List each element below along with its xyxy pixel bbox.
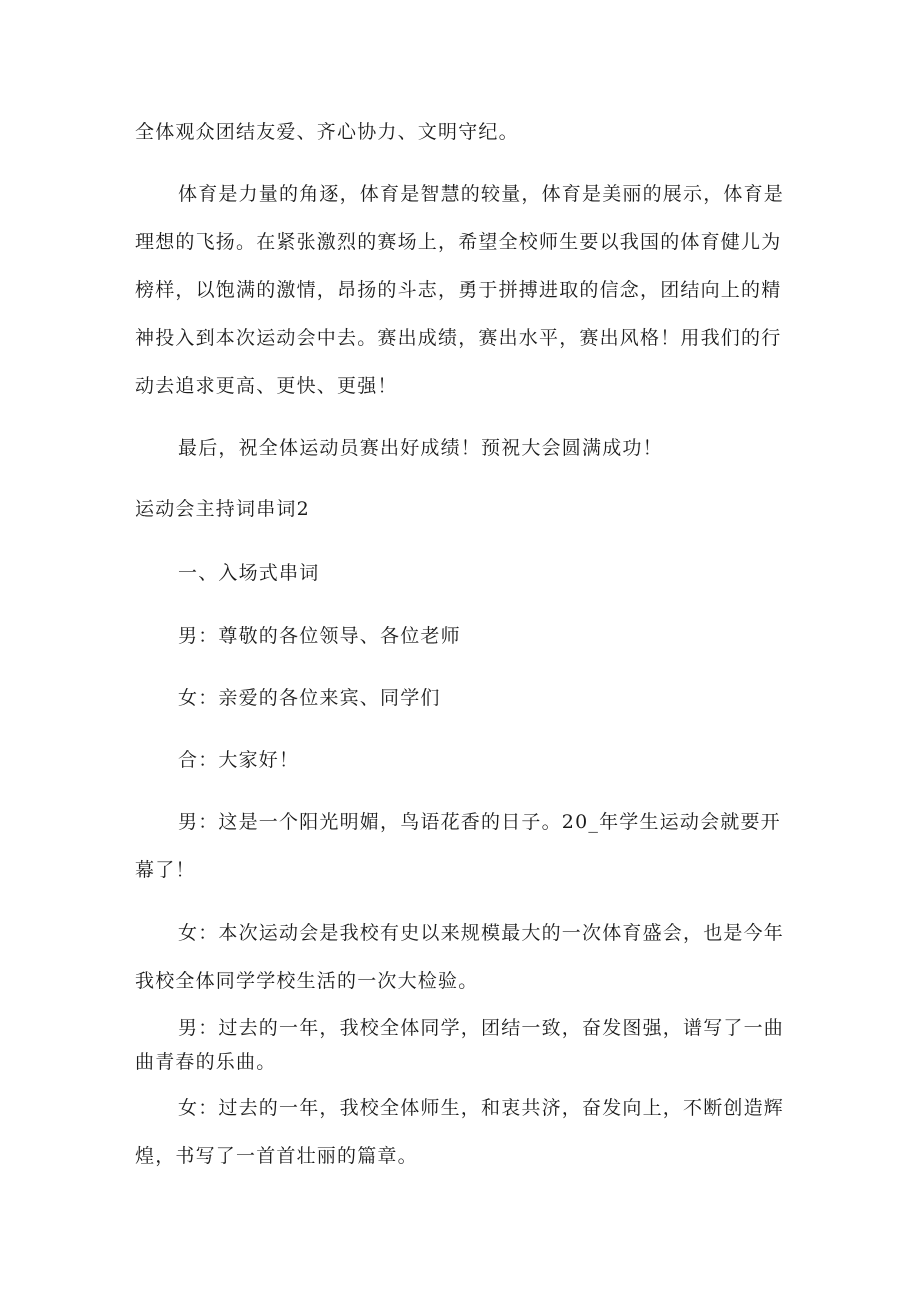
- paragraph-first-line: 最后，祝全体运动员赛出好成绩！预祝大会圆满成功！: [178, 437, 663, 459]
- subsection-heading: 一、入场式串词: [178, 562, 320, 584]
- dialogue-line: 男：尊敬的各位领导、各位老师: [178, 625, 461, 647]
- dialogue-line: 女：亲爱的各位来宾、同学们: [178, 687, 441, 709]
- text-line: 我校全体同学学校生活的一次大检验。: [135, 970, 479, 992]
- text-line: 全体观众团结友爱、齐心协力、文明守纪。: [135, 121, 519, 143]
- text-line: 幕了！: [135, 859, 196, 881]
- dialogue-line: 女：过去的一年，我校全体师生，和衷共济，奋发向上，不断创造辉: [178, 1097, 785, 1119]
- dialogue-line: 合：大家好！: [178, 749, 300, 771]
- paragraph-first-line: 体育是力量的角逐，体育是智慧的较量，体育是美丽的展示，体育是: [178, 183, 785, 205]
- dialogue-line: 男：过去的一年，我校全体同学，团结一致，奋发图强，谱写了一曲: [178, 1017, 785, 1039]
- text-line: 曲青春的乐曲。: [135, 1051, 277, 1073]
- text-line: 榜样，以饱满的激情，昂扬的斗志，勇于拼搏进取的信念，团结向上的精: [135, 279, 782, 301]
- text-line: 理想的飞扬。在紧张激烈的赛场上，希望全校师生要以我国的体育健儿为: [135, 231, 782, 253]
- dialogue-line: 女：本次运动会是我校有史以来规模最大的一次体育盛会，也是今年: [178, 922, 785, 944]
- text-line: 动去追求更高、更快、更强！: [135, 375, 398, 397]
- dialogue-line: 男：这是一个阳光明媚，鸟语花香的日子。20_年学生运动会就要开: [178, 811, 781, 833]
- text-line: 神投入到本次运动会中去。赛出成绩，赛出水平，赛出风格！用我们的行: [135, 327, 782, 349]
- section-heading: 运动会主持词串词2: [135, 498, 310, 520]
- text-line: 煌，书写了一首首壮丽的篇章。: [135, 1145, 418, 1167]
